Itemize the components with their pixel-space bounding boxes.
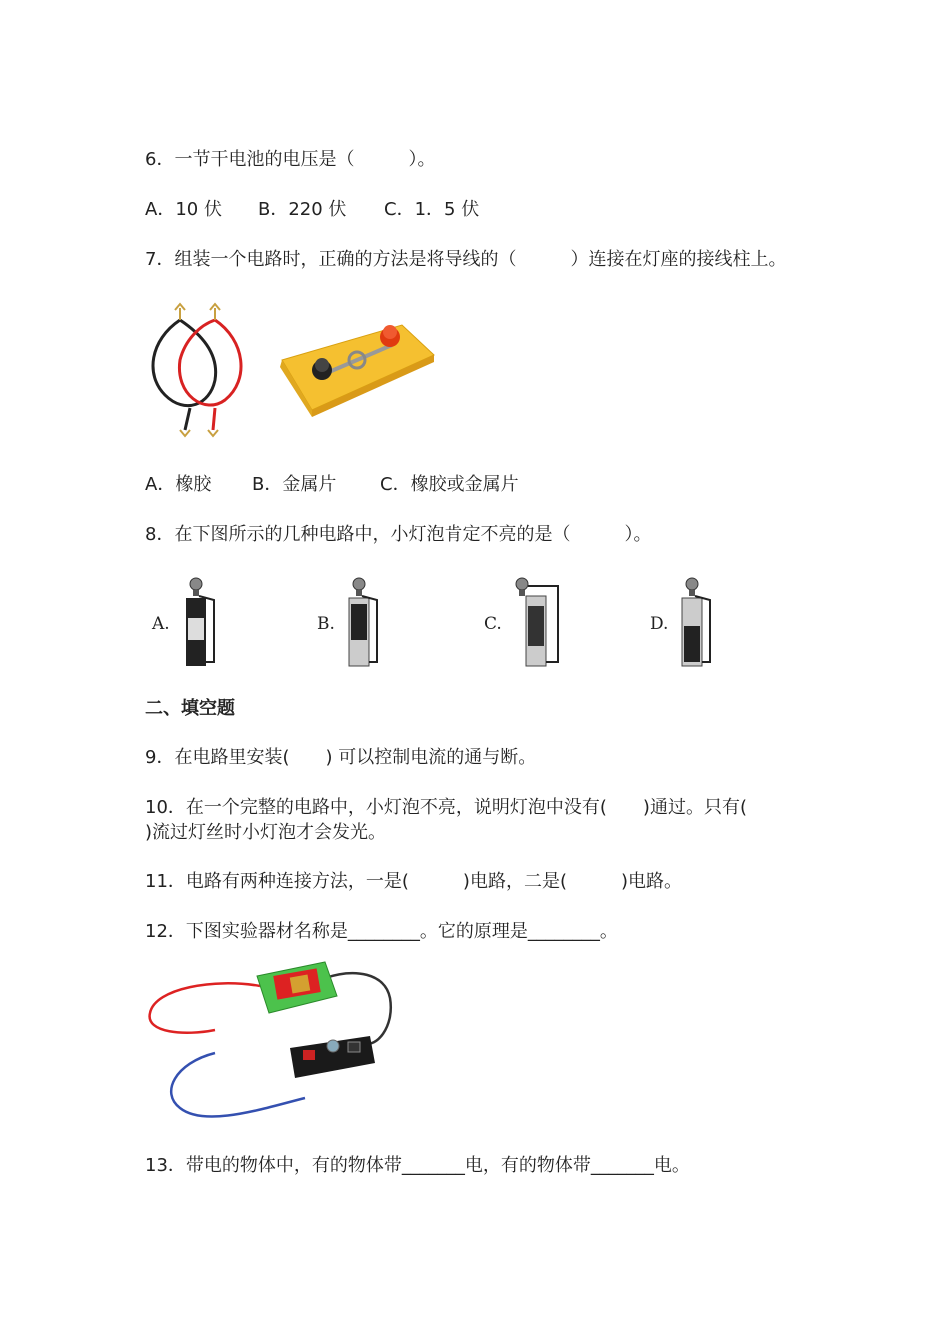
circuit-label-b: B.: [317, 614, 335, 634]
circuit-b-diagram: [343, 576, 385, 668]
circuit-a-diagram: [180, 576, 222, 668]
question-6-stem: 6．一节干电池的电压是（ ）。: [145, 149, 436, 170]
question-6-option-c: C．1．5 伏: [384, 199, 480, 220]
circuit-kit-image: [145, 958, 400, 1130]
wires-image: [145, 300, 255, 440]
section-2-title: 二、填空题: [145, 698, 235, 719]
question-7-option-a: A．橡胶: [145, 474, 212, 495]
question-13-stem: 13．带电的物体中，有的物体带_______电，有的物体带_______电。: [145, 1155, 690, 1176]
question-7-option-c: C．橡胶或金属片: [380, 474, 519, 495]
circuit-d-diagram: [676, 576, 718, 668]
question-7-option-b: B．金属片: [252, 474, 337, 495]
question-12-stem: 12．下图实验器材名称是________。它的原理是________。: [145, 921, 618, 942]
lamp-socket-image: [272, 315, 437, 425]
question-6-option-b: B．220 伏: [258, 199, 347, 220]
circuit-c-diagram: [510, 576, 566, 668]
question-10-line-2: )流过灯丝时小灯泡才会发光。: [145, 822, 387, 843]
question-11-stem: 11．电路有两种连接方法，一是( )电路，二是( )电路。: [145, 871, 682, 892]
question-9-stem: 9．在电路里安装( ) 可以控制电流的通与断。: [145, 747, 537, 768]
question-7-stem: 7．组装一个电路时，正确的方法是将导线的（ ）连接在灯座的接线柱上。: [145, 249, 787, 270]
circuit-label-d: D.: [650, 614, 669, 634]
circuit-label-a: A.: [152, 614, 170, 634]
question-8-stem: 8．在下图所示的几种电路中，小灯泡肯定不亮的是（ ）。: [145, 524, 652, 545]
question-6-option-a: A．10 伏: [145, 199, 222, 220]
circuit-label-c: C.: [484, 614, 502, 634]
question-10-line-1: 10．在一个完整的电路中，小灯泡不亮，说明灯泡中没有( )通过。只有(: [145, 797, 747, 818]
